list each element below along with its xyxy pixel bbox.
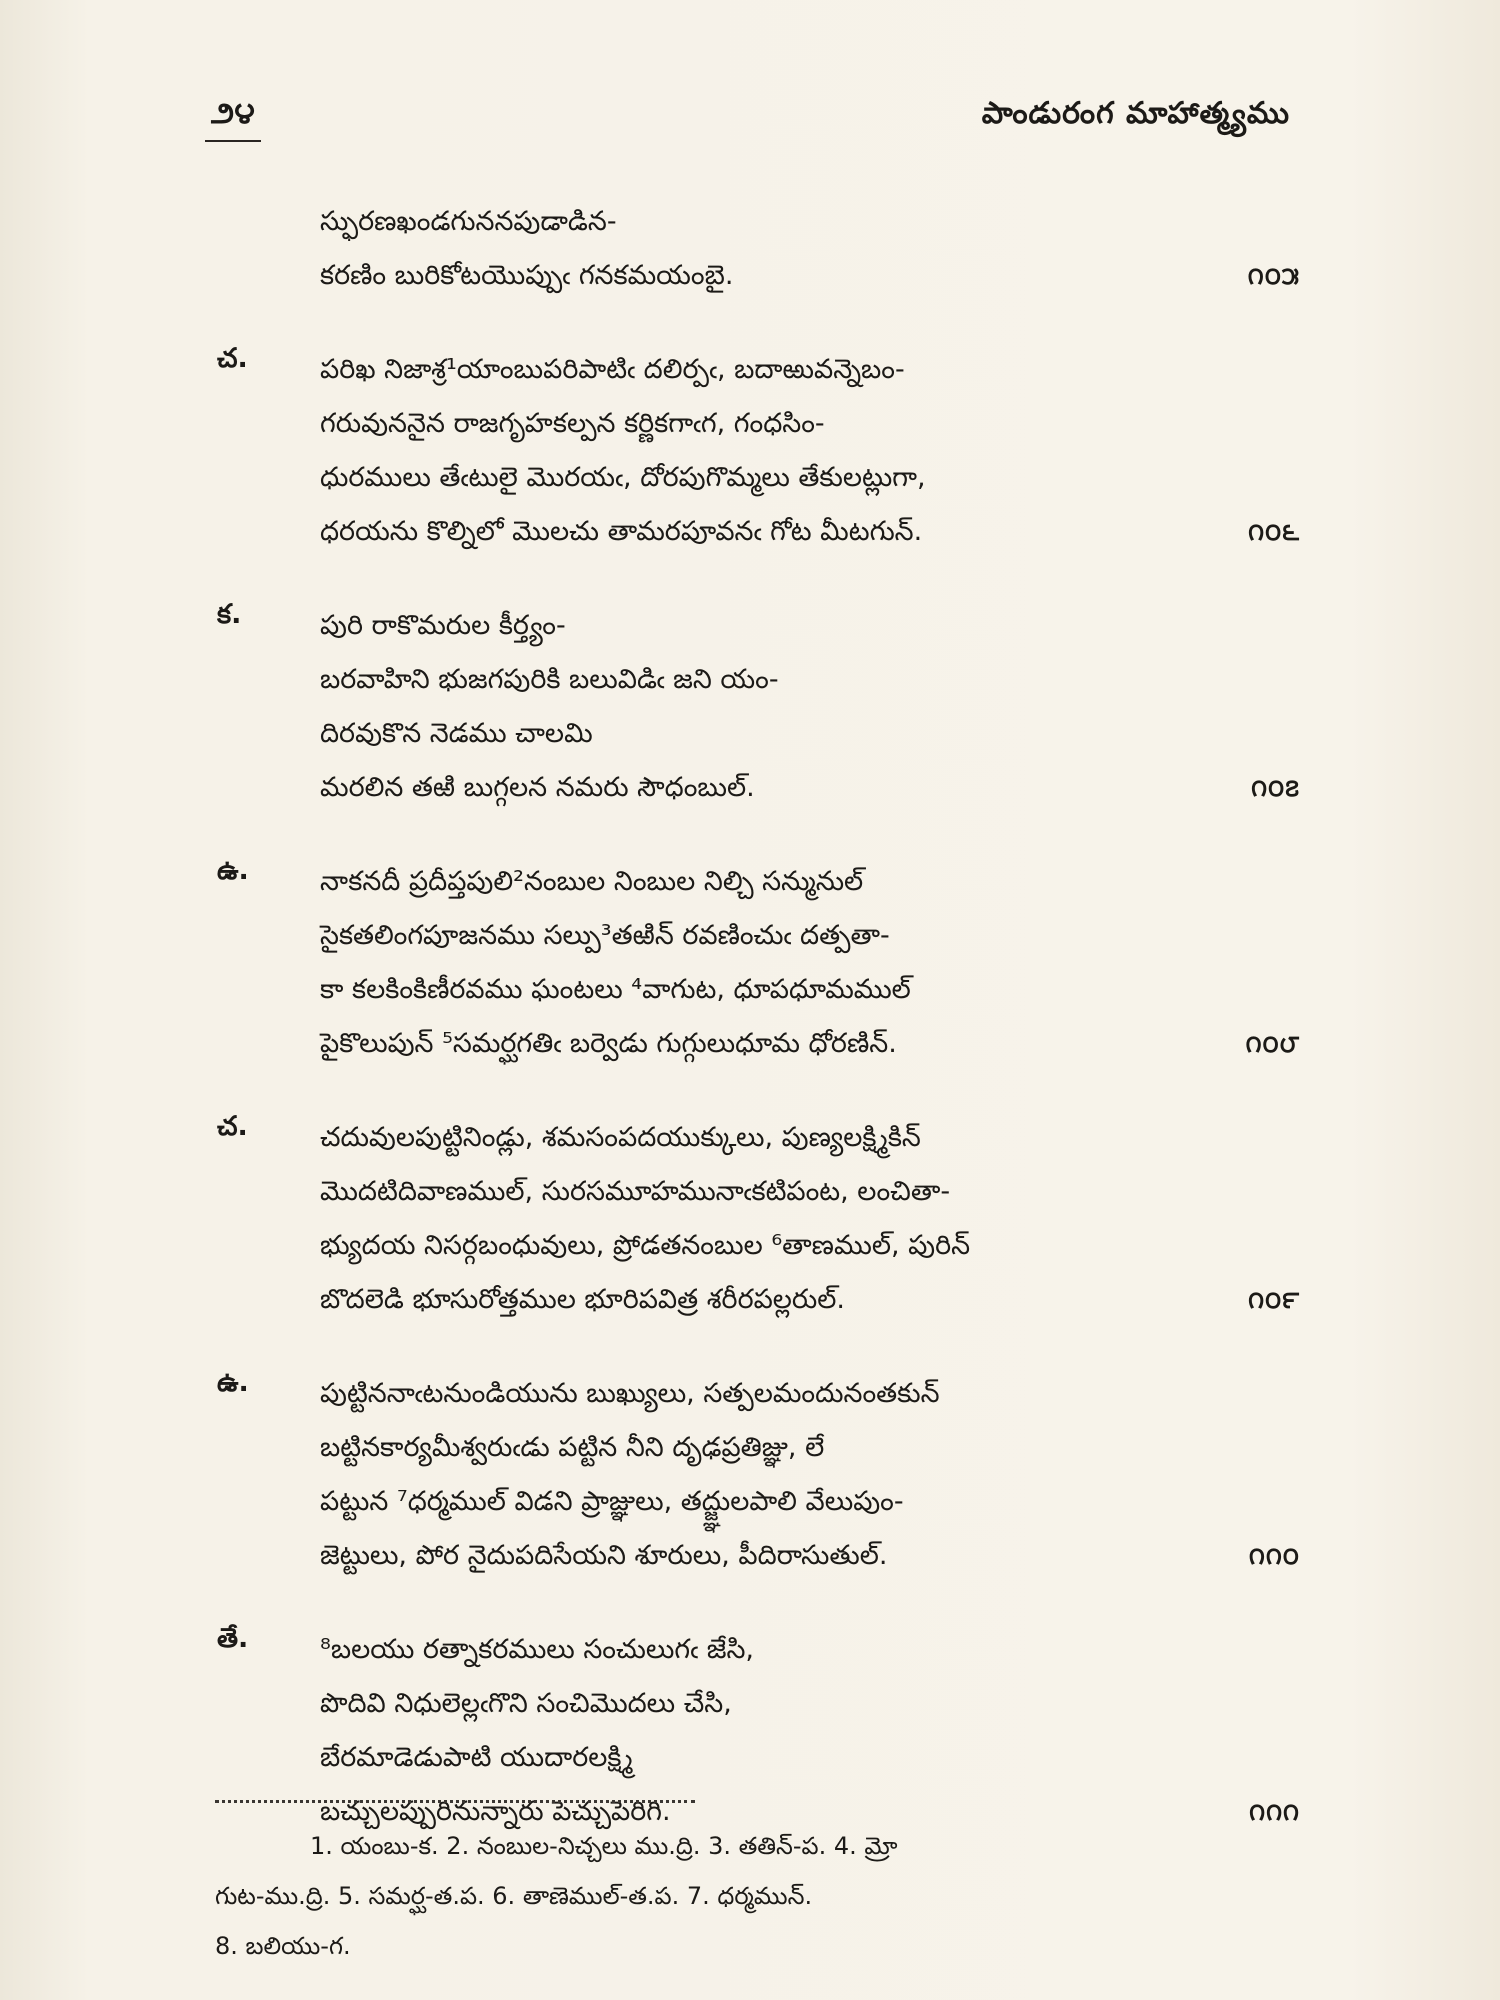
meter-label: చ. [217, 1111, 248, 1142]
verse-line: మరలిన తఱి బుగ్గలన నమరు సౌధంబుల్. ౧౦౭ [205, 761, 1300, 815]
verse-line: బట్టినకార్యమీశ్వరుఁడు పట్టిన నీని దృఢప్రతిజ్ఞు, లే [320, 1432, 825, 1463]
verse-line: దిరవుకొన నెడము చాలమి [320, 718, 593, 749]
page-number: ౨౪ [205, 96, 261, 142]
verse-line: పుట్టిననాఁటనుండియును బుఖ్యులు, సత్పలమందునంతకున్ [320, 1378, 940, 1409]
meter-label: ఉ. [217, 1367, 249, 1398]
verse-line: భ్యుదయ నిసర్గబంధువులు, ప్రోడతనంబుల ⁶తాణముల్, పురిన్ [320, 1230, 971, 1261]
verse-line: బేరమాడెడుపాటి యుదారలక్ష్మి [320, 1742, 633, 1773]
verse-line: పరిఖ నిజాశ్ర¹యాంబుపరిపాటిఁ దలిర్పఁ, బదాఱువన్నెబం- [320, 354, 905, 385]
verse-number: ౧౧౦ [1248, 1542, 1300, 1570]
stanza [205, 1111, 1300, 1327]
footnote-line: గుట-ము.ద్రి. 5. సమర్ఘ-త.ప. 6. తాణెముల్-త.ప. 7. ధర్మమున్. [215, 1882, 813, 1910]
stanza [205, 343, 1300, 559]
footnotes [215, 1800, 1305, 1971]
verse-number: ౧౦౮ [1245, 1030, 1300, 1058]
verse-number: ౧౧౧ [1249, 1798, 1300, 1826]
verse-line: స్ఫురణఖండగుననపుడాడిన- [320, 206, 617, 237]
verse-line: పట్టున ⁷ధర్మముల్ విడని ప్రాజ్ఞులు, తద్జ్ఞులపాలి వేలుపుం- [320, 1486, 904, 1517]
verse-body [205, 195, 1300, 1879]
meter-label: క. [217, 599, 242, 630]
verse-line: కా కలకింకిణీరవము ఘంటలు ⁴వాగుట, ధూపధూమముల్ [320, 974, 911, 1005]
stanza [205, 599, 1300, 815]
verse-line: బచ్చులప్పురినున్నారు పెచ్చుపెరిగి. ౧౧౧ [205, 1785, 1300, 1839]
footnote-line: 8. బలియు-గ. [215, 1932, 351, 1960]
verse-line: ధరయను కొల్నిలో మొలచు తామరపూవనఁ గోట మీటగున్. ౧౦౬ [205, 505, 1300, 559]
verse-line: పొదివి నిధులెల్లఁగొని సంచిమొదలు చేసి, [320, 1688, 732, 1719]
stanza [205, 1367, 1300, 1583]
verse-number: ౧౦౭ [1251, 774, 1300, 802]
meter-label: తే. [217, 1623, 249, 1654]
verse-line: గరువుననైన రాజగృహకల్పన కర్ణికగాఁగ, గంధసిం- [320, 408, 825, 439]
verse-line: ⁸బలయు రత్నాకరములు సంచులుగఁ జేసి, [320, 1634, 754, 1665]
page-header [205, 96, 1290, 136]
stanza-continuation [205, 195, 1300, 303]
meter-label: చ. [217, 343, 248, 374]
footnote-line: 1. యంబు-క. 2. నంబుల-నిచ్చలు ము.ద్రి. 3. తతిన్-ప. 4. మ్రో [310, 1832, 898, 1860]
verse-number: ౧౦౬ [1248, 518, 1300, 546]
verse-number: ౧౦౫ [1247, 262, 1300, 290]
verse-number: ౧౦౯ [1248, 1286, 1300, 1314]
stanza [205, 855, 1300, 1071]
book-title: పాండురంగ మాహాత్మ్యము [981, 96, 1290, 131]
verse-line: ధురములు తేఁటులై మొరయఁ, దోరపుగొమ్మలు తేకులట్లుగా, [320, 462, 926, 493]
verse-line: కరణిం బురికోటయొప్పుఁ గనకమయంబై. ౧౦౫ [205, 249, 1300, 303]
verse-line: చదువులపుట్టినిండ్లు, శమసంపదయుక్కులు, పుణ్యలక్ష్మికిన్ [320, 1122, 921, 1153]
meter-label: ఉ. [217, 855, 249, 886]
verse-line: నాకనదీ ప్రదీప్తపులి²నంబుల నింబుల నిల్చి సన్మునుల్ [320, 866, 864, 897]
verse-line: సైకతలింగపూజనము సల్పు³తఱిన్ రవణించుఁ దత్పతా- [320, 920, 890, 951]
verse-line: పైకొలుపున్ ⁵సమర్ఘగతిఁ బర్వెడు గుగ్గులుధూమ ధోరణిన్. ౧౦౮ [205, 1017, 1300, 1071]
verse-line: జెట్టులు, పోర నైదుపదిసేయని శూరులు, పీదిరాసుతుల్. ౧౧౦ [205, 1529, 1300, 1583]
verse-line: బొదలెడి భూసురోత్తముల భూరిపవిత్ర శరీరపల్లరుల్. ౧౦౯ [205, 1273, 1300, 1327]
verse-line: మొదటిదివాణముల్, సురసమూహమునాఁకటిపంట, లంచితా- [320, 1176, 951, 1207]
footnote-divider [215, 1800, 695, 1803]
verse-line: బరవాహిని భుజగపురికి బలువిడిఁ జని యం- [320, 664, 779, 695]
verse-line: పురి రాకొమరుల కీర్త్యం- [320, 610, 566, 641]
